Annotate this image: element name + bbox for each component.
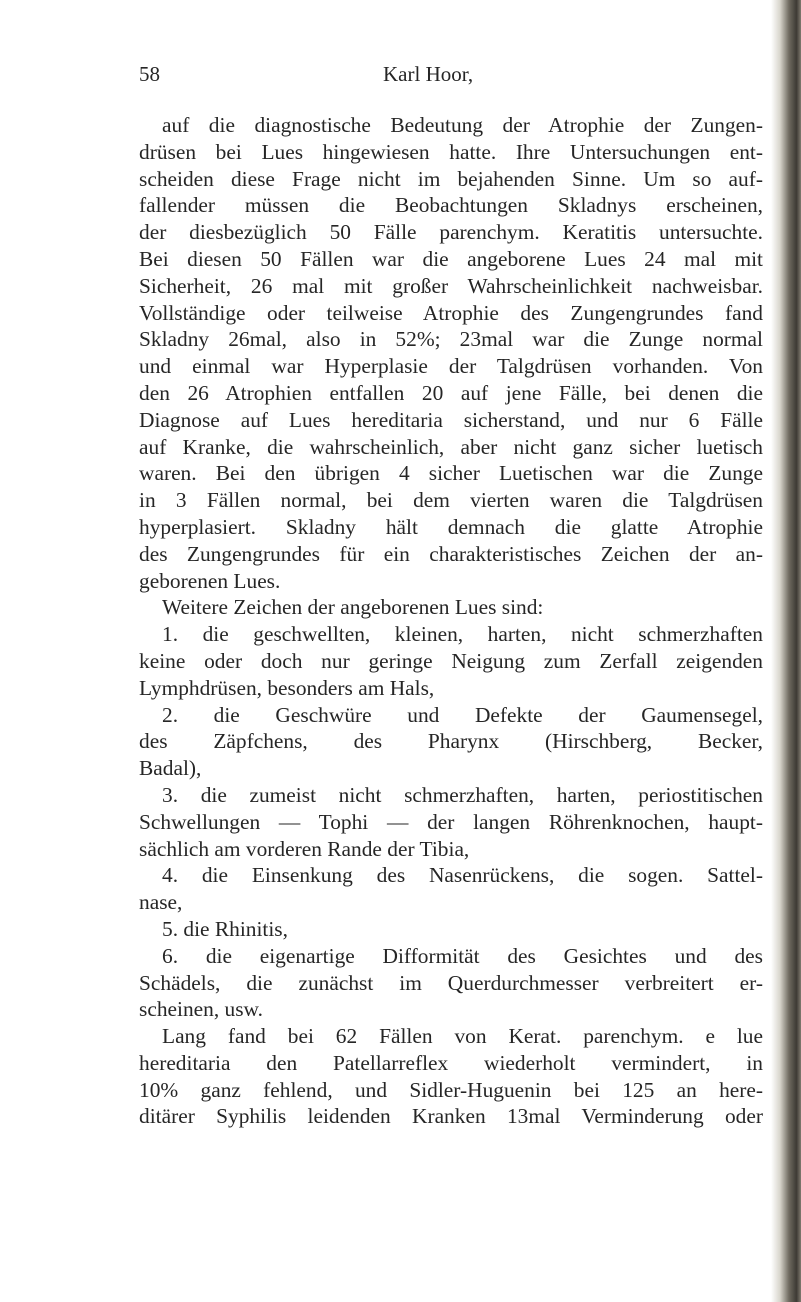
text-line: den 26 Atrophien entfallen 20 auf jene Fälle, bei denen die — [139, 380, 763, 405]
text-line: Schwellungen — Tophi — der langen Röhrenknochen, haupt- — [139, 809, 763, 834]
text-line: und einmal war Hyperplasie der Talgdrüsen vorhanden. Von — [139, 354, 763, 379]
text-line: ditärer Syphilis leidenden Kranken 13mal Verminderung oder — [139, 1104, 763, 1129]
page-edge-shadow — [771, 0, 801, 1302]
text-line: Vollständige oder teilweise Atrophie des Zungengrundes fand — [139, 300, 763, 325]
text-line: sächlich am vorderen Rande der Tibia, — [139, 836, 470, 861]
text-line: des Zäpfchens, des Pharynx (Hirschberg, Becker, — [139, 729, 763, 754]
text-line: 10% ganz fehlend, und Sidler-Huguenin bei 125 an here- — [139, 1077, 763, 1102]
text-line: Skladny 26mal, also in 52%; 23mal war die Zunge normal — [139, 327, 763, 352]
text-line: scheinen, usw. — [139, 997, 263, 1022]
running-head: Karl Hoor, — [383, 62, 474, 86]
text-line: des Zungengrundes für ein charakteristisches Zeichen der an- — [139, 541, 763, 566]
text-line: 6. die eigenartige Difformität des Gesichtes und des — [162, 943, 763, 968]
text-line: Sicherheit, 26 mal mit großer Wahrscheinlichkeit nachweisbar. — [139, 273, 763, 298]
text-line: auf die diagnostische Bedeutung der Atrophie der Zungen- — [162, 113, 763, 137]
body-text — [139, 112, 763, 1130]
text-line: hyperplasiert. Skladny hält demnach die glatte Atrophie — [139, 514, 763, 539]
text-line: Bei diesen 50 Fällen war die angeborene Lues 24 mal mit — [139, 246, 763, 271]
text-line: waren. Bei den übrigen 4 sicher Luetischen war die Zunge — [139, 461, 763, 486]
text-line: scheiden diese Frage nicht im bejahenden Sinne. Um so auf- — [139, 166, 763, 191]
text-line: in 3 Fällen normal, bei dem vierten waren die Talgdrüsen — [139, 488, 763, 513]
page-header — [139, 62, 761, 96]
text-line: Diagnose auf Lues hereditaria sicherstand, und nur 6 Fälle — [139, 407, 763, 432]
text-line: geborenen Lues. — [139, 568, 281, 593]
text-line: nase, — [139, 890, 183, 915]
text-line: Badal), — [139, 756, 202, 781]
text-line: Schädels, die zunächst im Querdurchmesser verbreitert er- — [139, 970, 763, 995]
text-line: drüsen bei Lues hingewiesen hatte. Ihre Untersuchungen ent- — [139, 139, 763, 164]
text-line: keine oder doch nur geringe Neigung zum Zerfall zeigenden — [139, 648, 763, 673]
text-line: hereditaria den Patellarreflex wiederholt vermindert, in — [139, 1050, 763, 1075]
text-line: Weitere Zeichen der angeborenen Lues sind: — [162, 595, 544, 620]
text-line: Lymphdrüsen, besonders am Hals, — [139, 675, 435, 700]
text-line: 5. die Rhinitis, — [162, 916, 288, 941]
text-line: 4. die Einsenkung des Nasenrückens, die sogen. Sattel- — [162, 863, 763, 888]
text-line: Lang fand bei 62 Fällen von Kerat. parenchym. e lue — [162, 1024, 763, 1049]
text-line: 3. die zumeist nicht schmerzhaften, harten, periostitischen — [162, 782, 763, 807]
text-line: fallender müssen die Beobachtungen Skladnys erscheinen, — [139, 193, 763, 218]
page-number: 58 — [139, 62, 160, 86]
text-line: der diesbezüglich 50 Fälle parenchym. Keratitis untersuchte. — [139, 220, 763, 245]
text-line: auf Kranke, die wahrscheinlich, aber nicht ganz sicher luetisch — [139, 434, 763, 459]
text-line: 1. die geschwellten, kleinen, harten, nicht schmerzhaften — [162, 622, 763, 647]
text-line: 2. die Geschwüre und Defekte der Gaumensegel, — [162, 702, 763, 727]
